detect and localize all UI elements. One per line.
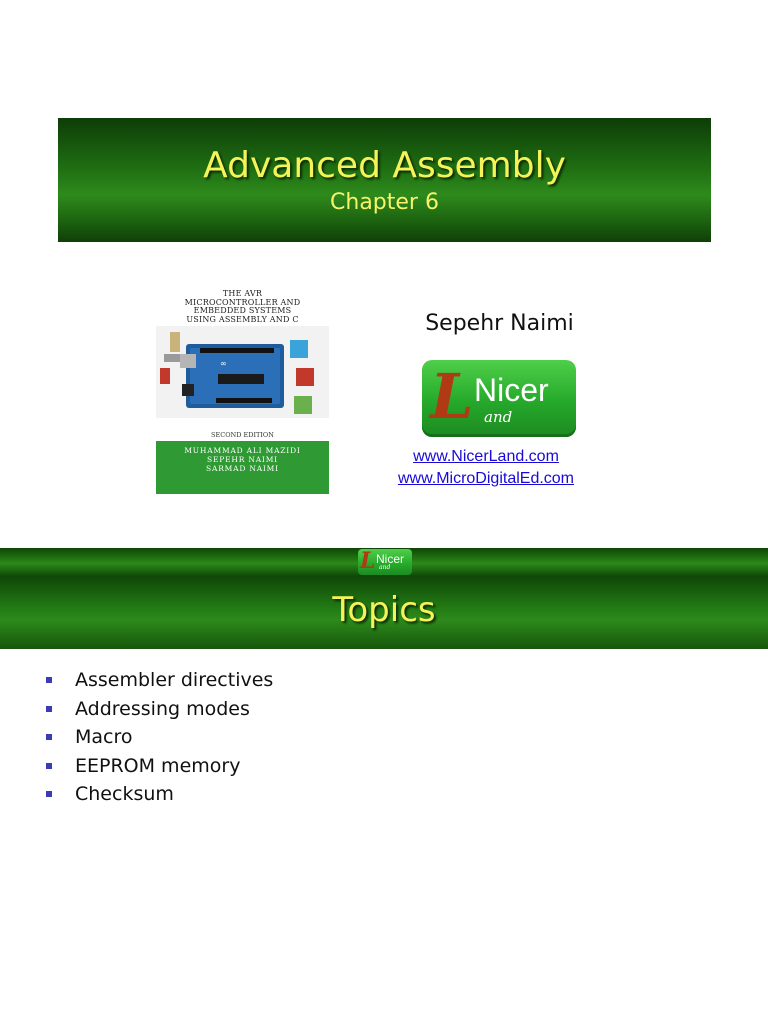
- book-title-line: MICROCONTROLLER AND: [184, 297, 301, 307]
- book-title-line: THE AVR: [222, 289, 263, 298]
- microdigitaled-link[interactable]: www.MicroDigitalEd.com: [397, 470, 575, 487]
- topic-item: [44, 752, 273, 781]
- topic-label: EEPROM memory: [75, 754, 241, 777]
- square-bullet-icon: [46, 706, 52, 712]
- square-bullet-icon: [46, 763, 52, 769]
- book-edition: SECOND EDITION: [211, 431, 274, 439]
- slide-header-bar: [0, 548, 768, 576]
- slide-title: Advanced Assembly: [203, 145, 566, 186]
- logo-initial: L: [430, 360, 474, 433]
- square-bullet-icon: [46, 791, 52, 797]
- topics-list: [44, 666, 273, 809]
- book-author: SARMAD NAIMI: [206, 464, 279, 473]
- book-authors: [156, 446, 329, 473]
- topic-label: Addressing modes: [75, 697, 250, 720]
- topic-item: [44, 780, 273, 809]
- book-author: SEPEHR NAIMI: [207, 455, 278, 464]
- logo-subword: and: [484, 408, 513, 426]
- topic-item: [44, 723, 273, 752]
- square-bullet-icon: [46, 677, 52, 683]
- arduino-board-image: [156, 326, 329, 418]
- topic-label: Macro: [75, 726, 133, 749]
- author-name: Sepehr Naimi: [425, 311, 574, 336]
- topic-label: Assembler directives: [75, 669, 274, 691]
- nicerland-logo-small: [358, 549, 412, 575]
- title-banner: [58, 118, 711, 242]
- logo-word: Nicer: [376, 552, 405, 566]
- logo-word: Nicer: [474, 372, 549, 408]
- book-authors-band: [156, 441, 329, 494]
- topic-item: [44, 695, 273, 724]
- topics-title: Topics: [332, 590, 436, 630]
- logo-initial: L: [360, 549, 376, 574]
- topic-item: [44, 666, 273, 695]
- square-bullet-icon: [46, 734, 52, 740]
- book-title-line: USING ASSEMBLY AND C: [186, 314, 299, 324]
- slide-subtitle: Chapter 6: [330, 190, 439, 215]
- svg-text:∞: ∞: [220, 359, 227, 368]
- logo-subword: and: [379, 564, 391, 571]
- book-cover: [156, 286, 329, 494]
- book-author: MUHAMMAD ALI MAZIDI: [184, 446, 301, 455]
- nicerland-logo: [422, 360, 576, 437]
- book-title: [156, 290, 329, 324]
- topic-label: Checksum: [75, 783, 174, 806]
- nicerland-link[interactable]: www.NicerLand.com: [413, 448, 559, 465]
- topics-banner: [0, 576, 768, 649]
- book-title-line: EMBEDDED SYSTEMS: [193, 306, 292, 316]
